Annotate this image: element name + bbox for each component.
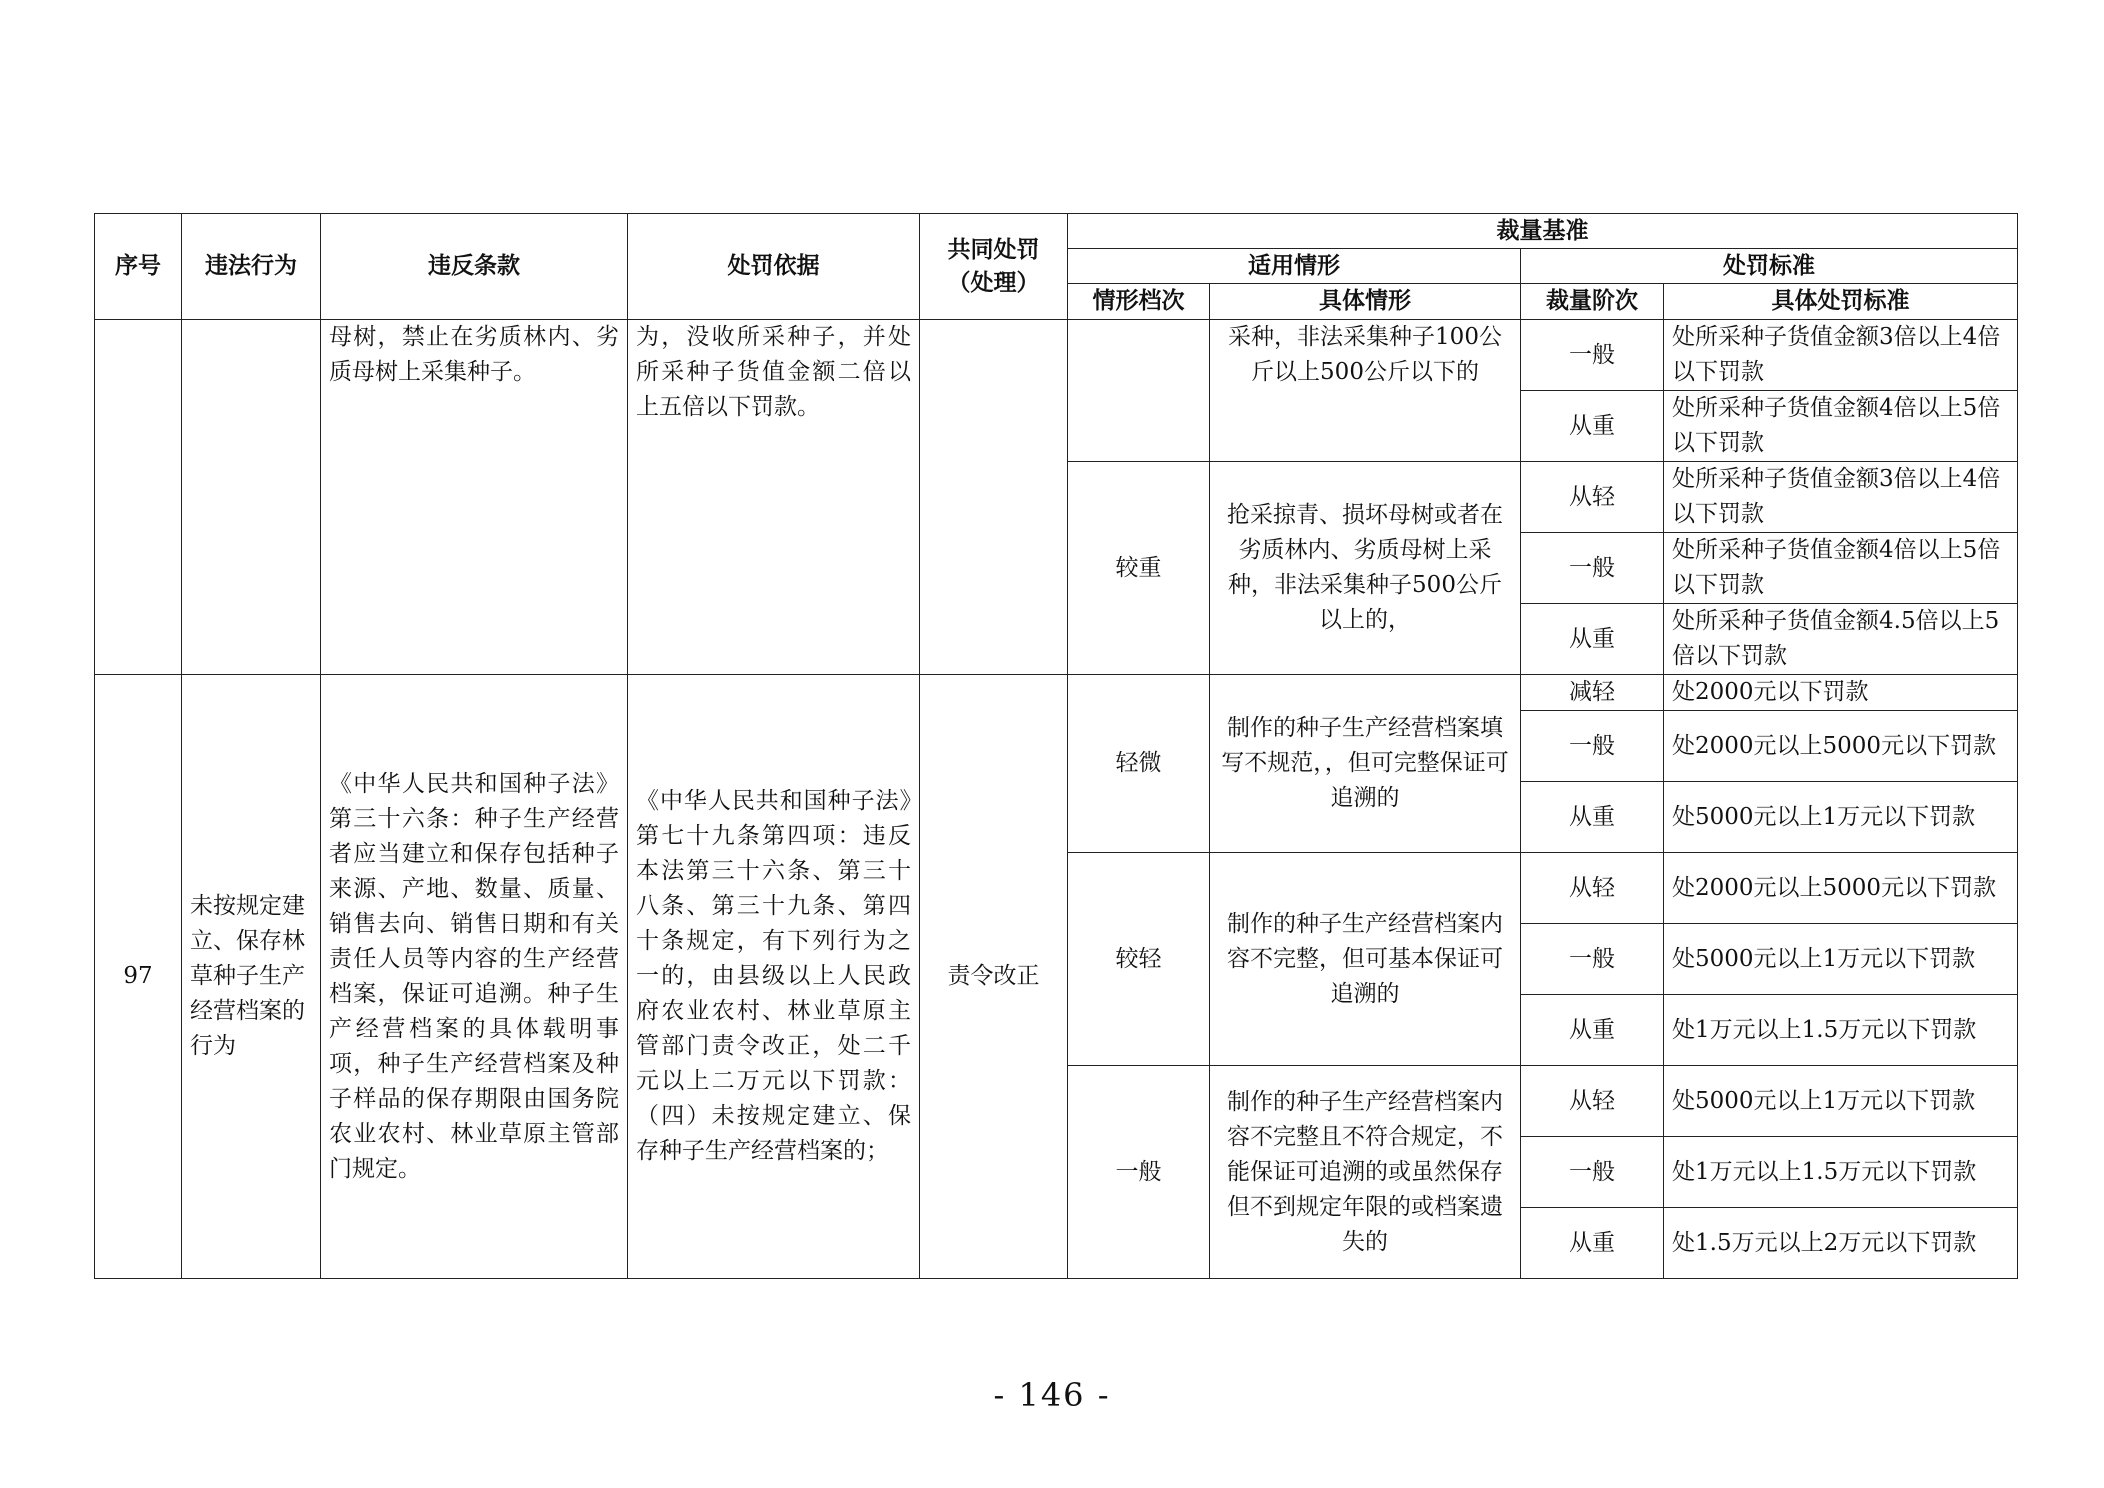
header-penalty-standard: 处罚标准 [1521, 249, 2018, 284]
header-discretion: 裁量基准 [1068, 214, 2018, 249]
penalty-standard: 处2000元以上5000元以下罚款 [1664, 853, 2018, 924]
header-violation: 违法行为 [182, 214, 321, 320]
discretion-order: 从轻 [1521, 853, 1664, 924]
penalty-standard: 处5000元以上1万元以下罚款 [1664, 1066, 2018, 1137]
cont-common-cell [920, 320, 1068, 675]
penalty-standard: 处1.5万元以上2万元以下罚款 [1664, 1208, 2018, 1279]
discretion-order: 减轻 [1521, 675, 1664, 711]
table-row [95, 320, 2018, 391]
penalty-discretion-table [94, 213, 2018, 1279]
row97-situation-2: 制作的种子生产经营档案内容不完整，但可基本保证可追溯的 [1210, 853, 1521, 1066]
row97-level-1: 轻微 [1068, 675, 1210, 853]
row97-level-3: 一般 [1068, 1066, 1210, 1279]
penalty-standard: 处2000元以上5000元以下罚款 [1664, 711, 2018, 782]
row97-level-2: 较轻 [1068, 853, 1210, 1066]
header-common-penalty: 共同处罚（处理） [920, 214, 1068, 320]
cont-situation-cell-1: 采种，非法采集种子100公斤以上500公斤以下的 [1210, 320, 1521, 462]
penalty-standard: 处1万元以上1.5万元以下罚款 [1664, 995, 2018, 1066]
cont-clause-cell: 母树，禁止在劣质林内、劣质母树上采集种子。 [321, 320, 628, 675]
penalty-standard: 处所采种子货值金额4.5倍以上5倍以下罚款 [1664, 604, 2018, 675]
header-specific: 具体情形 [1210, 284, 1521, 320]
discretion-order: 从重 [1521, 995, 1664, 1066]
header-specific-standard: 具体处罚标准 [1664, 284, 2018, 320]
cont-level-cell-1 [1068, 320, 1210, 462]
header-level: 情形档次 [1068, 284, 1210, 320]
header-basis: 处罚依据 [628, 214, 920, 320]
row97-violation: 未按规定建立、保存林草种子生产经营档案的行为 [182, 675, 321, 1279]
discretion-order: 从轻 [1521, 462, 1664, 533]
row97-common-penalty: 责令改正 [920, 675, 1068, 1279]
discretion-order: 一般 [1521, 924, 1664, 995]
cont-level-cell-2: 较重 [1068, 462, 1210, 675]
header-seq: 序号 [95, 214, 182, 320]
penalty-standard: 处5000元以上1万元以下罚款 [1664, 924, 2018, 995]
discretion-order: 从重 [1521, 1208, 1664, 1279]
header-applicable: 适用情形 [1068, 249, 1521, 284]
penalty-standard: 处所采种子货值金额4倍以上5倍以下罚款 [1664, 391, 2018, 462]
header-order: 裁量阶次 [1521, 284, 1664, 320]
cont-basis-cell: 为，没收所采种子，并处所采种子货值金额二倍以上五倍以下罚款。 [628, 320, 920, 675]
discretion-order: 一般 [1521, 533, 1664, 604]
row97-basis: 《中华人民共和国种子法》第七十九条第四项：违反本法第三十六条、第三十八条、第三十九条、第四十条规定，有下列行为之一的，由县级以上人民政府农业农村、林业草原主管部门责令改正，处二千元以上二万元以下罚款：（四）未按规定建立、保存种子生产经营档案的； [628, 675, 920, 1279]
discretion-order: 从重 [1521, 391, 1664, 462]
cont-seq-cell [95, 320, 182, 675]
discretion-order: 从重 [1521, 604, 1664, 675]
penalty-standard: 处所采种子货值金额4倍以上5倍以下罚款 [1664, 533, 2018, 604]
cont-situation-cell-2: 抢采掠青、损坏母树或者在劣质林内、劣质母树上采种，非法采集种子500公斤以上的， [1210, 462, 1521, 675]
header-clause: 违反条款 [321, 214, 628, 320]
discretion-order: 一般 [1521, 320, 1664, 391]
penalty-standard: 处2000元以下罚款 [1664, 675, 2018, 711]
row97-seq: 97 [95, 675, 182, 1279]
discretion-order: 一般 [1521, 711, 1664, 782]
row97-situation-1: 制作的种子生产经营档案填写不规范，，但可完整保证可追溯的 [1210, 675, 1521, 853]
cont-violation-cell [182, 320, 321, 675]
penalty-standard: 处所采种子货值金额3倍以上4倍以下罚款 [1664, 320, 2018, 391]
row97-clause: 《中华人民共和国种子法》第三十六条：种子生产经营者应当建立和保存包括种子来源、产地、数量、质量、销售去向、销售日期和有关责任人员等内容的生产经营档案，保证可追溯。种子生产经营档案的具体载明事项，种子生产经营档案及种子样品的保存期限由国务院农业农村、林业草原主管部门规定。 [321, 675, 628, 1279]
table-header [95, 214, 2018, 320]
discretion-order: 一般 [1521, 1137, 1664, 1208]
table-row [95, 675, 2018, 711]
discretion-order: 从重 [1521, 782, 1664, 853]
penalty-standard: 处5000元以上1万元以下罚款 [1664, 782, 2018, 853]
penalty-standard: 处所采种子货值金额3倍以上4倍以下罚款 [1664, 462, 2018, 533]
row97-situation-3: 制作的种子生产经营档案内容不完整且不符合规定，不能保证可追溯的或虽然保存但不到规定年限的或档案遗失的 [1210, 1066, 1521, 1279]
page-number: - 146 - [993, 1376, 1111, 1414]
discretion-order: 从轻 [1521, 1066, 1664, 1137]
penalty-standard: 处1万元以上1.5万元以下罚款 [1664, 1137, 2018, 1208]
